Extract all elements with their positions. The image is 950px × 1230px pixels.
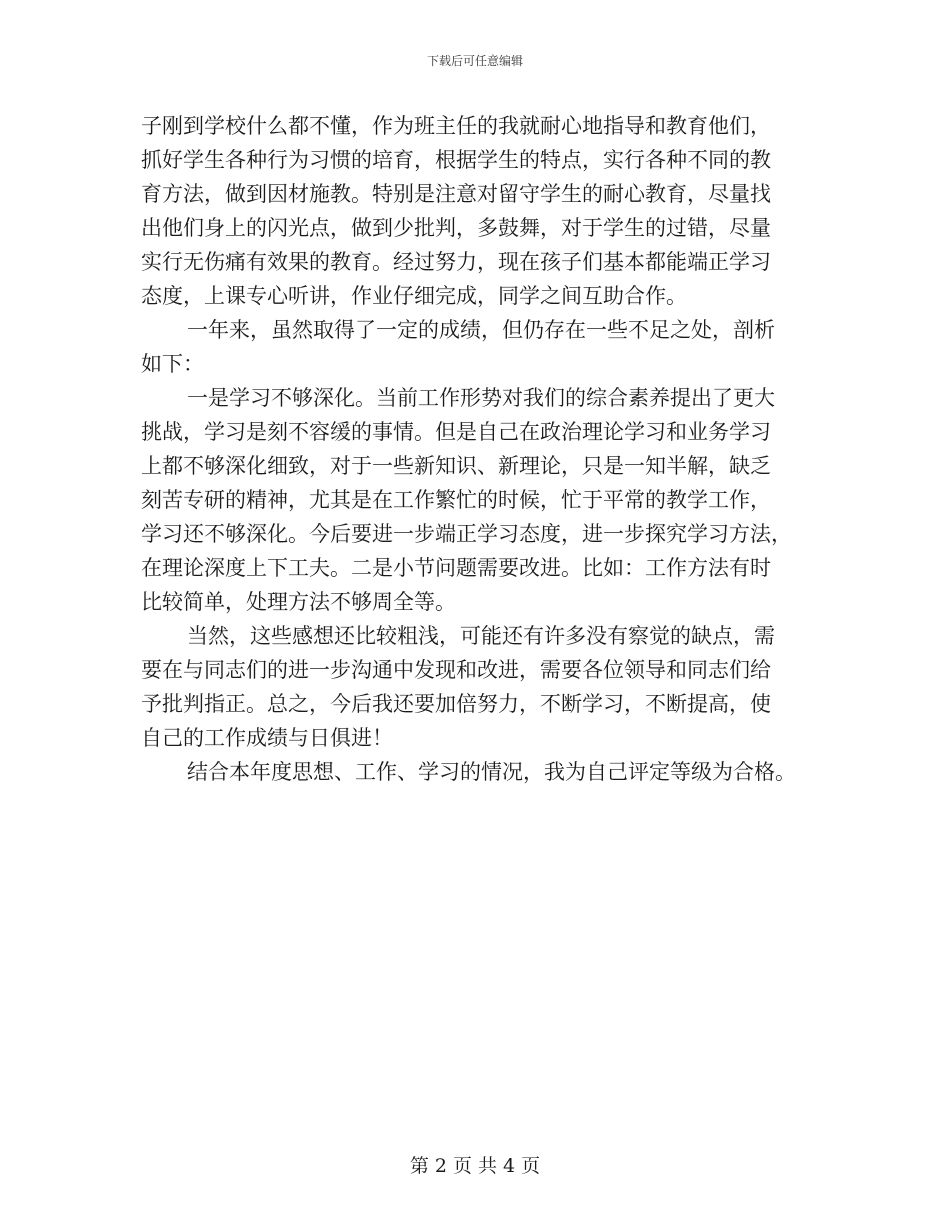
- text-line: 予批判指正。总之，今后我还要加倍努力，不断学习，不断提高，使: [141, 692, 771, 716]
- text-line: 如下：: [141, 352, 204, 376]
- document-body: [141, 109, 813, 789]
- page-header: 下载后可任意编辑: [426, 54, 523, 68]
- text-line: 出他们身上的闪光点，做到少批判，多鼓舞，对于学生的过错，尽量: [141, 216, 771, 240]
- text-line: 自己的工作成绩与日俱进！: [141, 726, 393, 750]
- text-line: 在理论深度上下工夫。二是小节问题需要改进。比如：工作方法有时: [141, 556, 771, 580]
- text-line: 抓好学生各种行为习惯的培育，根据学生的特点，实行各种不同的教: [141, 148, 771, 172]
- text-line: 学习还不够深化。今后要进一步端正学习态度，进一步探究学习方法，: [141, 522, 792, 546]
- text-line: 比较简单，处理方法不够周全等。: [141, 590, 456, 614]
- text-line: 实行无伤痛有效果的教育。经过努力，现在孩子们基本都能端正学习: [141, 250, 771, 274]
- text-line: 要在与同志们的进一步沟通中发现和改进，需要各位领导和同志们给: [141, 658, 771, 682]
- page-number-footer: 第 2 页 共 4 页: [409, 1155, 541, 1177]
- text-line: 态度，上课专心听讲，作业仔细完成，同学之间互助合作。: [141, 284, 687, 308]
- text-line: 挑战，学习是刻不容缓的事情。但是自己在政治理论学习和业务学习: [141, 420, 771, 444]
- paragraph-first-line: 结合本年度思想、工作、学习的情况，我为自己评定等级为合格。: [187, 760, 796, 784]
- paragraph-first-line: 一是学习不够深化。当前工作形势对我们的综合素养提出了更大: [187, 386, 775, 410]
- text-line: 上都不够深化细致，对于一些新知识、新理论，只是一知半解，缺乏: [141, 454, 771, 478]
- text-line: 育方法，做到因材施教。特别是注意对留守学生的耐心教育，尽量找: [141, 182, 771, 206]
- text-line: 刻苦专研的精神，尤其是在工作繁忙的时候，忙于平常的教学工作，: [141, 488, 771, 512]
- paragraph-first-line: 当然，这些感想还比较粗浅，可能还有许多没有察觉的缺点，需: [187, 624, 775, 648]
- text-line: 子刚到学校什么都不懂，作为班主任的我就耐心地指导和教育他们，: [141, 114, 771, 138]
- paragraph-first-line: 一年来，虽然取得了一定的成绩，但仍存在一些不足之处，剖析: [187, 318, 775, 342]
